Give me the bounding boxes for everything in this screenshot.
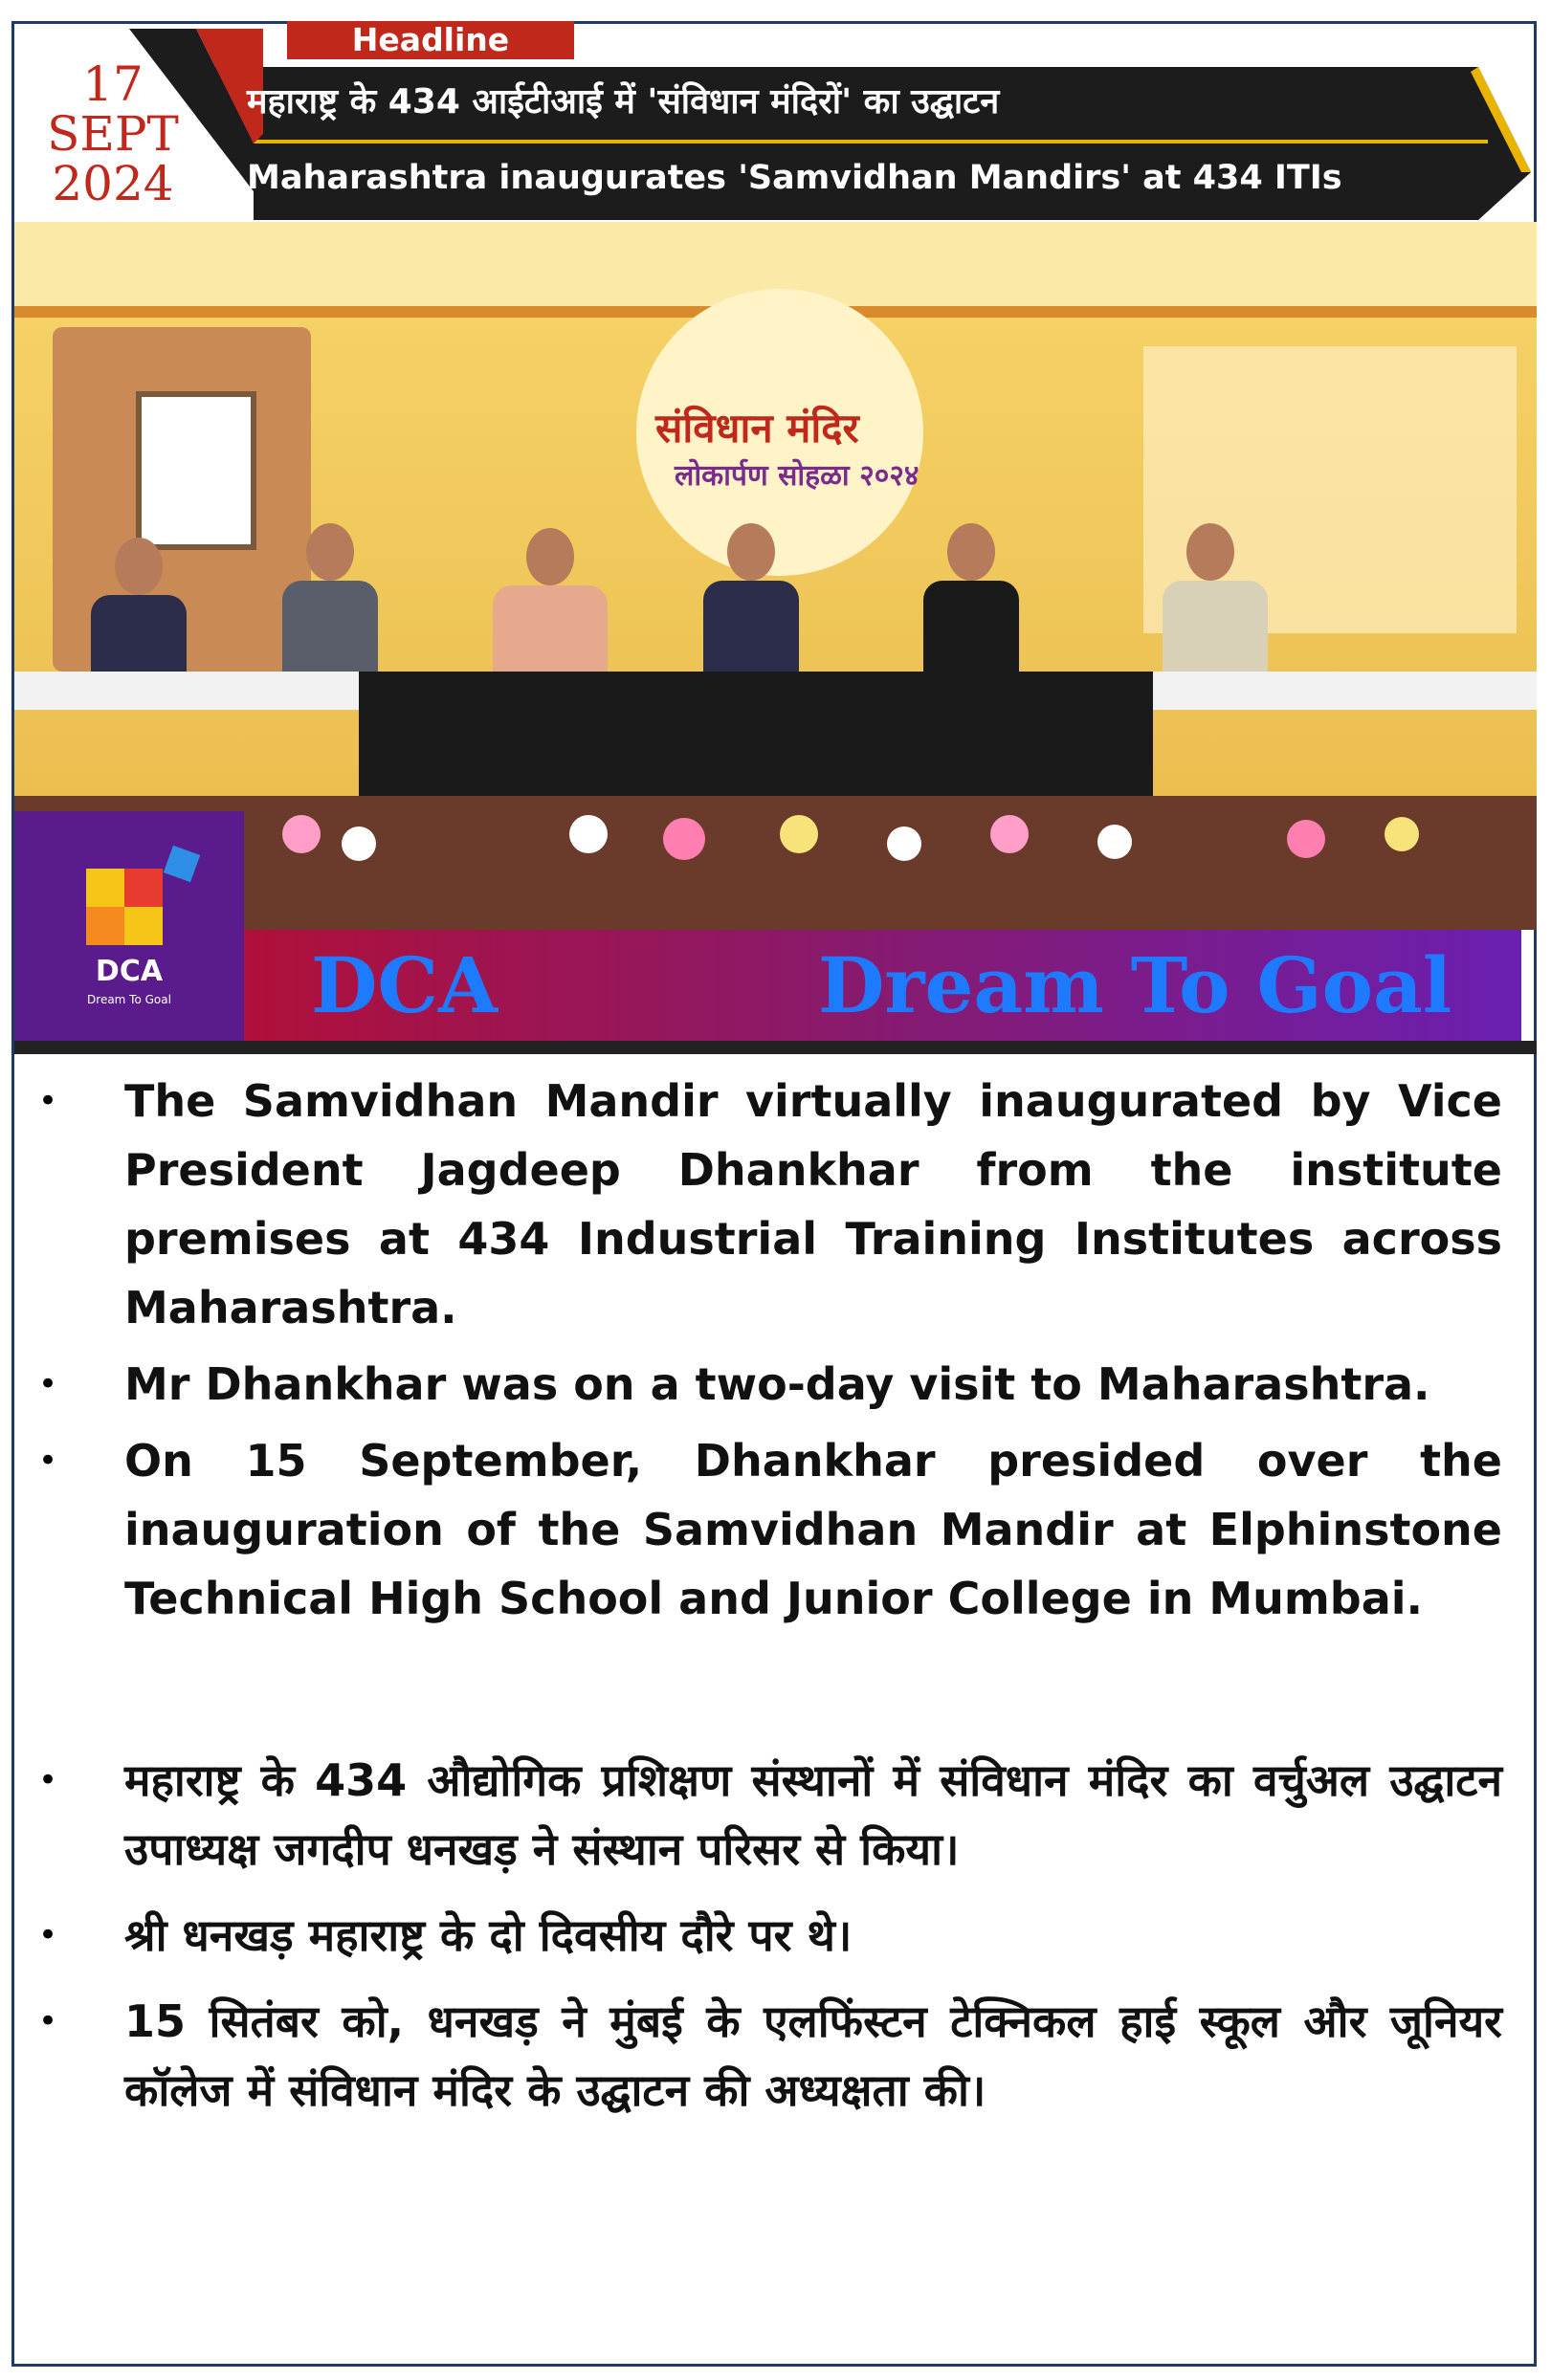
bullet-dot: •: [38, 1761, 58, 1799]
logo-name: DCA: [95, 955, 164, 988]
bullet-dot: •: [38, 1082, 58, 1120]
bullet-dot: •: [38, 1916, 58, 1954]
dca-logo: [14, 811, 244, 1041]
date-year: 2024: [52, 156, 174, 211]
banner-right-text: Dream To Goal: [818, 940, 1452, 1030]
logo-tagline: Dream To Goal: [87, 993, 171, 1006]
bullet-dot: •: [38, 1442, 58, 1480]
list-item: [38, 1426, 1502, 1633]
english-bullet-list: [38, 1067, 1502, 1633]
date-month: SEPT: [47, 106, 179, 162]
bullet-dot: •: [38, 1365, 58, 1403]
headline-english: Maharashtra inaugurates 'Samvidhan Mandirs' at 434 ITIs: [247, 159, 1342, 197]
list-item: [38, 1067, 1502, 1342]
bullet-text: On 15 September, Dhankhar presided over the inauguration of the Samvidhan Mandir at Elphinstone Technical High School and Junior College in Mumbai.: [124, 1435, 1502, 1624]
banner-left-text: DCA: [311, 940, 499, 1030]
list-item: [38, 1350, 1502, 1419]
list-item: [38, 1746, 1502, 1884]
headline-hindi: महाराष्ट्र के 434 आईटीआई में 'संविधान मंदिरों' का उद्घाटन: [247, 82, 1000, 121]
list-item: [38, 1987, 1502, 2125]
headline-tag: Headline: [287, 21, 574, 59]
date-day: 17: [82, 56, 144, 112]
bullet-text: The Samvidhan Mandir virtually inaugurated by Vice President Jagdeep Dhankhar from the institute premises at 434 Industrial Training Institutes across Maharashtra.: [124, 1075, 1502, 1333]
bullet-dot: •: [38, 2002, 58, 2040]
list-item: [38, 1901, 1502, 1970]
bullet-text: श्री धनखड़ महाराष्ट्र के दो दिवसीय दौरे पर थे।: [124, 1909, 853, 1961]
bullet-text: महाराष्ट्र के 434 औद्योगिक प्रशिक्षण संस्थानों में संविधान मंदिर का वर्चुअल उद्घाटन उपाध्यक्ष जगदीप धनखड़ ने संस्थान परिसर से किया।: [124, 1754, 1502, 1875]
puzzle-icon: [14, 811, 244, 1041]
bullet-text: Mr Dhankhar was on a two-day visit to Maharashtra.: [124, 1358, 1430, 1410]
divider: [14, 1041, 1537, 1054]
dca-banner: [244, 930, 1521, 1041]
backdrop-subtitle: लोकार्पण सोहळा २०२४: [675, 459, 920, 493]
date-block: [17, 56, 209, 211]
backdrop-title: संविधान मंदिर: [655, 405, 859, 452]
hindi-bullet-list: [38, 1746, 1502, 2125]
bullet-text: 15 सितंबर को, धनखड़ ने मुंबई के एलफिंस्टन टेक्निकल हाई स्कूल और जूनियर कॉलेज में संविधान मंदिर के उद्घाटन की अध्यक्षता की।: [124, 1995, 1502, 2116]
